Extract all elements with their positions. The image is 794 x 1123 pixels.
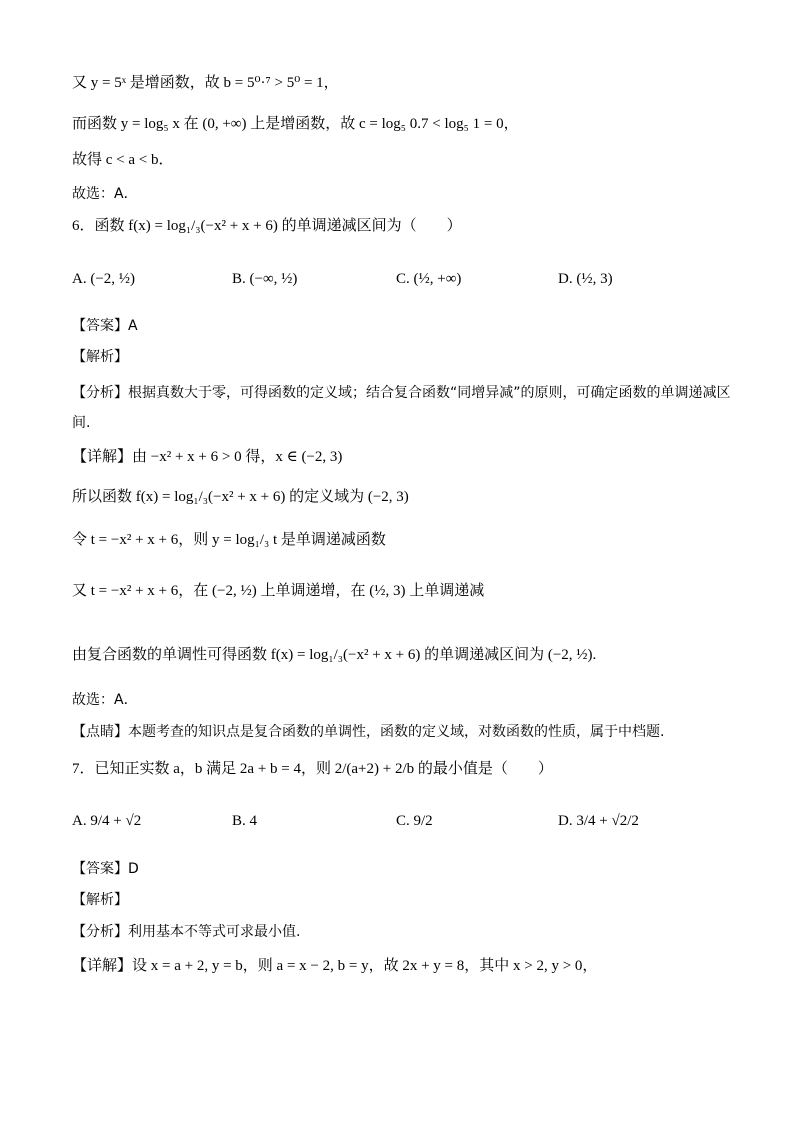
answer-6: 【答案】A [72,318,138,334]
q7-option-a: A. 9/4 + √2 [72,813,142,829]
analysis-7: 【分析】利用基本不等式可求最小值. [72,924,301,940]
text-line-3: 故得 c < a < b． [72,152,174,168]
q6-option-c: C. (½, +∞) [396,271,462,287]
detail-6-line-4: 又 t = −x² + x + 6，在 (−2, ½) 上单调递增，在 (½, 3) 上单调递减 [72,583,485,599]
q6-option-b: B. (−∞, ½) [232,271,298,287]
q7-option-c: C. 9/2 [396,813,433,829]
question-7: 7．已知正实数 a，b 满足 2a + b = 4，则 2/(a+2) + 2/b 的最小值是（ ） [72,761,553,777]
text-line-2: 而函数 y = log₅ x 在 (0, +∞) 上是增函数，故 c = log₅ 0.7 < log₅ 1 = 0， [72,116,519,132]
detail-6-line-6: 故选：A． [72,692,138,708]
analysis-heading-6: 【解析】 [72,349,128,365]
detail-7: 【详解】设 x = a + 2, y = b，则 a = x − 2, b = y，故 2x + y = 8，其中 x > 2, y > 0， [72,958,598,974]
question-6: 6．函数 f(x) = log₁/₃(−x² + x + 6) 的单调递减区间为（ ） [72,218,462,234]
text-line-4: 故选：A． [72,186,138,202]
text-line-1: 又 y = 5ˣ 是增函数，故 b = 5⁰·⁷ > 5⁰ = 1， [72,75,339,91]
comment-6: 【点睛】本题考查的知识点是复合函数的单调性，函数的定义域，对数函数的性质，属于中档题. [72,724,665,740]
analysis-heading-7: 【解析】 [72,892,128,908]
q7-option-b: B. 4 [232,813,258,829]
detail-6-line-1: 【详解】由 −x² + x + 6 > 0 得，x ∈ (−2, 3) [72,449,343,465]
q6-option-d: D. (½, 3) [558,271,613,287]
detail-6-line-2: 所以函数 f(x) = log₁/₃(−x² + x + 6) 的定义域为 (−2, 3) [72,489,409,505]
answer-7: 【答案】D [72,861,139,877]
detail-6-line-3: 令 t = −x² + x + 6，则 y = log₁/₃ t 是单调递减函数 [72,532,386,548]
q6-option-a: A. (−2, ½) [72,271,136,287]
analysis-6: 【分析】根据真数大于零，可得函数的定义域；结合复合函数“同增异减”的原则，可确定函数的单调递减区间. [72,385,731,431]
q7-option-d: D. 3/4 + √2/2 [558,813,639,829]
detail-6-line-5: 由复合函数的单调性可得函数 f(x) = log₁/₃(−x² + x + 6) 的单调递减区间为 (−2, ½). [72,647,597,663]
